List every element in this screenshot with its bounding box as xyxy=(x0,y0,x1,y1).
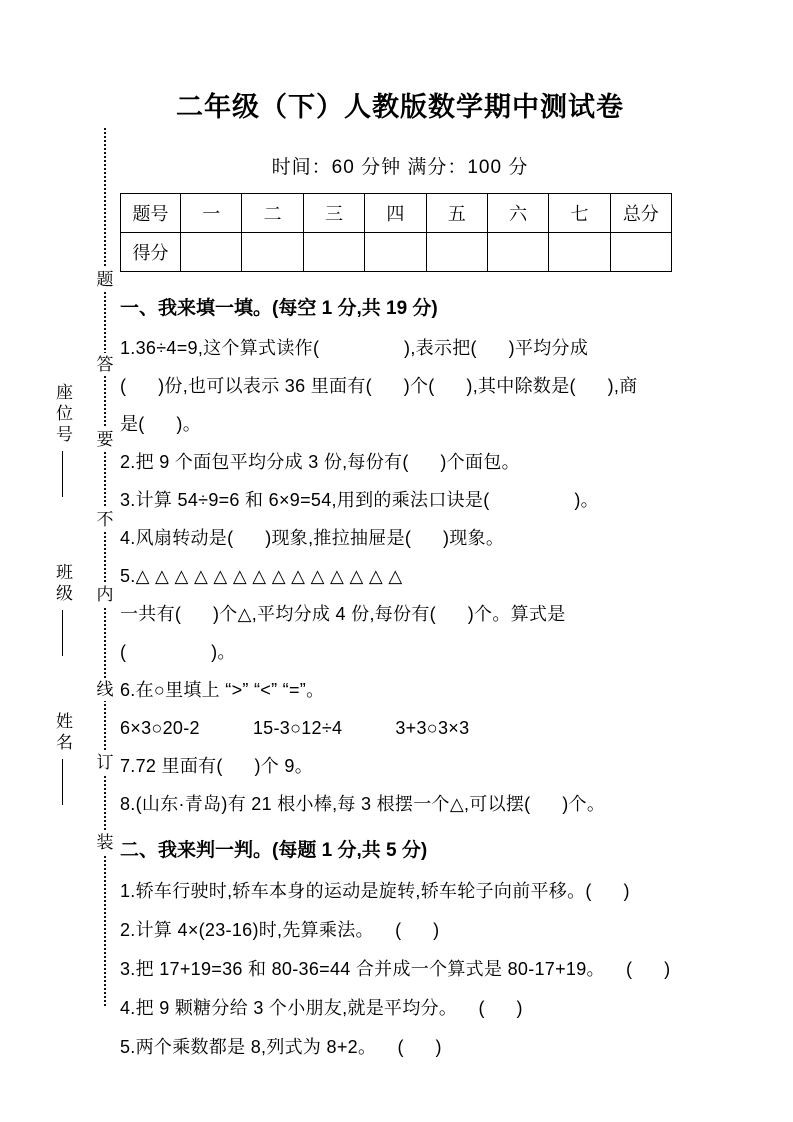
paper-content xyxy=(120,85,680,1057)
seat-number-blank-line xyxy=(62,451,63,497)
question-line: 3.把 17+19=36 和 80-36=44 合并成一个算式是 80-17+19。 ( ) xyxy=(120,959,671,979)
score-blank-cell xyxy=(549,233,610,272)
question-line: 3.计算 54÷9=6 和 6×9=54,用到的乘法口诀是( )。 xyxy=(120,490,599,510)
section-true-false xyxy=(120,835,680,1057)
question-line: 7.72 里面有( )个 9。 xyxy=(120,756,314,776)
score-header-cell: 二 xyxy=(242,194,303,233)
question-line: 2.计算 4×(23-16)时,先算乘法。 ( ) xyxy=(120,920,440,940)
question-line: 6×3○20-2 15-3○12÷4 3+3○3×3 xyxy=(120,718,470,738)
score-header-cell: 总分 xyxy=(610,194,671,233)
score-blank-cell xyxy=(303,233,364,272)
name-field xyxy=(54,712,71,805)
question-line: ( )份,也可以表示 36 里面有( )个( ),其中除数是( ),商 xyxy=(120,376,638,396)
score-header-cell: 三 xyxy=(303,194,364,233)
score-table-header-row xyxy=(121,194,672,233)
score-table xyxy=(120,193,672,272)
class-label: 班级 xyxy=(53,563,72,605)
binding-margin xyxy=(0,0,120,1122)
binding-dotted-line xyxy=(104,128,106,1006)
score-blank-cell xyxy=(610,233,671,272)
class-field xyxy=(54,563,71,656)
score-header-cell: 题号 xyxy=(121,194,181,233)
score-blank-cell xyxy=(242,233,303,272)
question-line: 8.(山东·青岛)有 21 根小棒,每 3 根摆一个△,可以摆( )个。 xyxy=(120,794,606,814)
score-header-cell: 六 xyxy=(487,194,548,233)
score-header-cell: 一 xyxy=(181,194,242,233)
question-line triangle-row: 5.△ △ △ △ △ △ △ △ △ △ △ △ △ △ xyxy=(120,566,403,586)
seat-number-field xyxy=(54,383,71,497)
score-header-cell: 七 xyxy=(549,194,610,233)
question-line: 1.36÷4=9,这个算式读作( ),表示把( )平均分成 xyxy=(120,338,589,358)
score-blank-cell xyxy=(365,233,426,272)
score-table-score-row xyxy=(121,233,672,272)
score-blank-cell xyxy=(487,233,548,272)
section-heading: 一、我来填一填。(每空 1 分,共 19 分) xyxy=(120,298,438,319)
binding-char: 题 xyxy=(96,270,114,289)
question-line: 6.在○里填上 “>” “<” “=”。 xyxy=(120,680,325,700)
score-header-cell: 四 xyxy=(365,194,426,233)
binding-char: 答 xyxy=(96,355,114,374)
question-line: 4.把 9 颗糖分给 3 个小朋友,就是平均分。 ( ) xyxy=(120,998,523,1018)
binding-char: 不 xyxy=(96,510,114,529)
score-blank-cell xyxy=(426,233,487,272)
question-line: 是( )。 xyxy=(120,414,201,434)
question-line: 4.风扇转动是( )现象,推拉抽屉是( )现象。 xyxy=(120,528,505,548)
question-line: 5.两个乘数都是 8,列式为 8+2。 ( ) xyxy=(120,1037,442,1057)
section-fill-in xyxy=(120,293,680,814)
binding-char: 内 xyxy=(96,585,114,604)
binding-char: 装 xyxy=(96,833,114,852)
question-line: 1.轿车行驶时,轿车本身的运动是旋转,轿车轮子向前平移。( ) xyxy=(120,881,630,901)
page-title: 二年级（下）人教版数学期中测试卷 xyxy=(176,92,624,122)
binding-char: 要 xyxy=(96,430,114,449)
score-row-label: 得分 xyxy=(121,233,181,272)
question-line: 2.把 9 个面包平均分成 3 份,每份有( )个面包。 xyxy=(120,452,520,472)
binding-char: 订 xyxy=(96,753,114,772)
name-label: 姓名 xyxy=(53,712,72,754)
question-line: ( )。 xyxy=(120,642,236,662)
score-blank-cell xyxy=(181,233,242,272)
name-blank-line xyxy=(62,759,63,805)
section-heading: 二、我来判一判。(每题 1 分,共 5 分) xyxy=(120,840,428,861)
score-header-cell: 五 xyxy=(426,194,487,233)
class-blank-line xyxy=(62,610,63,656)
question-line: 一共有( )个△,平均分成 4 份,每份有( )个。算式是 xyxy=(120,604,566,624)
seat-number-label: 座位号 xyxy=(53,383,72,446)
binding-char: 线 xyxy=(96,680,114,699)
exam-meta: 时间：60 分钟 满分：100 分 xyxy=(271,157,529,178)
